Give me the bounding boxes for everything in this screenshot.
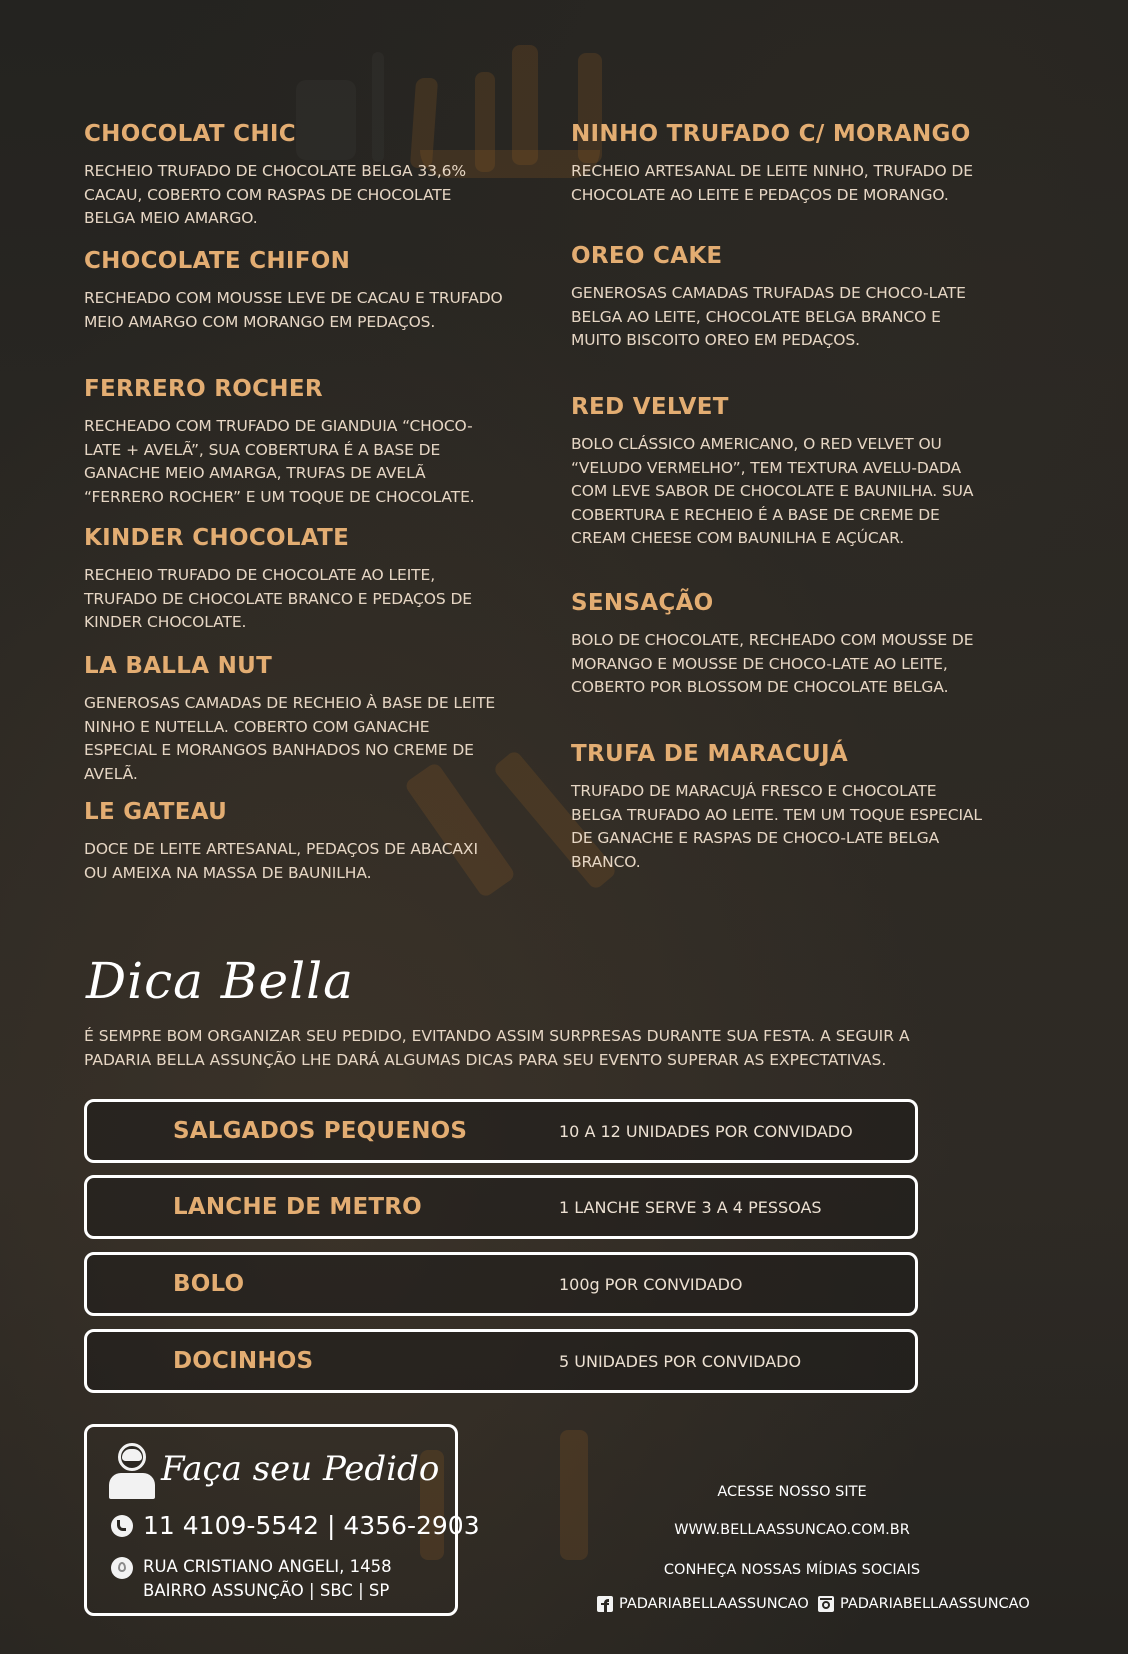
menu-item-red-velvet xyxy=(571,393,991,551)
menu-item-la-balla-nut xyxy=(84,652,504,786)
item-title: NINHO TRUFADO C/ MORANGO xyxy=(571,121,971,147)
address-line-2: BAIRRO ASSUNÇÃO | SBC | SP xyxy=(143,1581,390,1600)
menu-item-ninho-trufado xyxy=(571,120,991,207)
item-description: RECHEIO ARTESANAL DE LEITE NINHO, TRUFADO DE CHOCOLATE AO LEITE E PEDAÇOS DE MORANGO. xyxy=(571,162,973,204)
person-icon xyxy=(109,1443,155,1499)
item-title: FERRERO ROCHER xyxy=(84,376,323,402)
tip-value: 100g POR CONVIDADO xyxy=(559,1275,743,1294)
facebook-handle: PADARIABELLAASSUNCAO xyxy=(619,1596,809,1612)
item-title: OREO CAKE xyxy=(571,243,723,269)
menu-item-sensacao xyxy=(571,589,991,700)
dica-text: É SEMPRE BOM ORGANIZAR SEU PEDIDO, EVITANDO ASSIM SURPRESAS DURANTE SUA FESTA. A SEGUIR A PADARIA BELLA ASSUNÇÃO LHE DARÁ ALGUMAS DICAS PARA SEU EVENTO SUPERAR AS EXPECTATIVAS. xyxy=(84,1027,910,1069)
tip-label: DOCINHOS xyxy=(173,1348,314,1374)
item-title: LA BALLA NUT xyxy=(84,653,273,679)
tip-label: LANCHE DE METRO xyxy=(173,1194,422,1220)
item-description: RECHEADO COM MOUSSE LEVE DE CACAU E TRUFADO MEIO AMARGO COM MORANGO EM PEDAÇOS. xyxy=(84,289,503,331)
item-title: RED VELVET xyxy=(571,394,729,420)
phone-line xyxy=(111,1511,480,1540)
tip-row-bolo xyxy=(84,1252,918,1316)
item-description: BOLO DE CHOCOLATE, RECHEADO COM MOUSSE DE MORANGO E MOUSSE DE CHOCO-LATE AO LEITE, COBERTO POR BLOSSOM DE CHOCOLATE BELGA. xyxy=(571,631,974,696)
tip-value: 5 UNIDADES POR CONVIDADO xyxy=(559,1352,802,1371)
instagram-handle: PADARIABELLAASSUNCAO xyxy=(840,1596,1030,1612)
item-title: LE GATEAU xyxy=(84,799,228,825)
menu-item-trufa-maracuja xyxy=(571,740,991,874)
order-box xyxy=(84,1424,480,1616)
item-description: DOCE DE LEITE ARTESANAL, PEDAÇOS DE ABACAXI OU AMEIXA NA MASSA DE BAUNILHA. xyxy=(84,840,478,882)
item-description: RECHEIO TRUFADO DE CHOCOLATE BELGA 33,6% CACAU, COBERTO COM RASPAS DE CHOCOLATE BELGA MEIO AMARGO. xyxy=(84,162,467,227)
menu-item-oreo-cake xyxy=(571,242,991,353)
tip-label: SALGADOS PEQUENOS xyxy=(173,1118,468,1144)
item-title: KINDER CHOCOLATE xyxy=(84,525,350,551)
tip-row-lanche xyxy=(84,1175,918,1239)
instagram-link[interactable] xyxy=(818,1596,1030,1612)
item-description: GENEROSAS CAMADAS DE RECHEIO À BASE DE LEITE NINHO E NUTELLA. COBERTO COM GANACHE ESPECIAL E MORANGOS BANHADOS NO CREME DE AVELÃ. xyxy=(84,694,496,783)
menu-item-ferrero-rocher xyxy=(84,375,504,509)
order-title: Faça seu Pedido xyxy=(161,1449,440,1489)
menu-item-le-gateau xyxy=(84,798,504,885)
tip-row-docinhos xyxy=(84,1329,918,1393)
address-line-1: RUA CRISTIANO ANGELI, 1458 xyxy=(143,1557,392,1576)
item-title: CHOCOLATE CHIFON xyxy=(84,248,351,274)
menu-item-kinder-chocolate xyxy=(84,524,504,635)
phone-number[interactable]: 11 4109-5542 | 4356-2903 xyxy=(143,1511,480,1540)
social-label: CONHEÇA NOSSAS MÍDIAS SOCIAIS xyxy=(663,1562,921,1578)
menu-item-chocolate-chifon xyxy=(84,247,504,334)
phone-icon xyxy=(111,1515,133,1537)
item-title: SENSAÇÃO xyxy=(571,590,714,616)
instagram-icon xyxy=(818,1596,834,1612)
facebook-icon xyxy=(597,1596,613,1612)
address xyxy=(111,1555,392,1603)
tip-value: 10 A 12 UNIDADES POR CONVIDADO xyxy=(559,1122,853,1141)
item-description: TRUFADO DE MARACUJÁ FRESCO E CHOCOLATE BELGA TRUFADO AO LEITE. TEM UM TOQUE ESPECIAL DE GANACHE E RASPAS DE CHOCO-LATE BELGA BRANCO. xyxy=(571,782,982,871)
item-description: BOLO CLÁSSICO AMERICANO, O RED VELVET OU “VELUDO VERMELHO”, TEM TEXTURA AVELU-DADA COM LEVE SABOR DE CHOCOLATE E BAUNILHA. SUA COBERTURA E RECHEIO É A BASE DE CREME DE CREAM CHEESE COM BAUNILHA E AÇÚCAR. xyxy=(571,435,974,547)
item-title: CHOCOLAT CHIC xyxy=(84,121,296,147)
site-label: ACESSE NOSSO SITE xyxy=(717,1484,867,1500)
location-pin-icon xyxy=(111,1557,133,1579)
item-description: RECHEIO TRUFADO DE CHOCOLATE AO LEITE, TRUFADO DE CHOCOLATE BRANCO E PEDAÇOS DE KINDER CHOCOLATE. xyxy=(84,566,472,631)
item-title: TRUFA DE MARACUJÁ xyxy=(571,741,848,767)
facebook-link[interactable] xyxy=(597,1596,809,1612)
site-url-link[interactable]: WWW.BELLAASSUNCAO.COM.BR xyxy=(674,1522,910,1538)
menu-item-chocolat-chic xyxy=(84,120,504,231)
item-description: RECHEADO COM TRUFADO DE GIANDUIA “CHOCO-LATE + AVELÃ”, SUA COBERTURA É A BASE DE GANACHE MEIO AMARGA, TRUFAS DE AVELÃ “FERRERO ROCHER” E UM TOQUE DE CHOCOLATE. xyxy=(84,417,475,506)
item-description: GENEROSAS CAMADAS TRUFADAS DE CHOCO-LATE BELGA AO LEITE, CHOCOLATE BELGA BRANCO E MUITO BISCOITO OREO EM PEDAÇOS. xyxy=(571,284,966,349)
tip-row-salgados xyxy=(84,1099,918,1163)
dica-title: Dica Bella xyxy=(86,952,354,1010)
tip-label: BOLO xyxy=(173,1271,245,1297)
tip-value: 1 LANCHE SERVE 3 A 4 PESSOAS xyxy=(559,1198,822,1217)
